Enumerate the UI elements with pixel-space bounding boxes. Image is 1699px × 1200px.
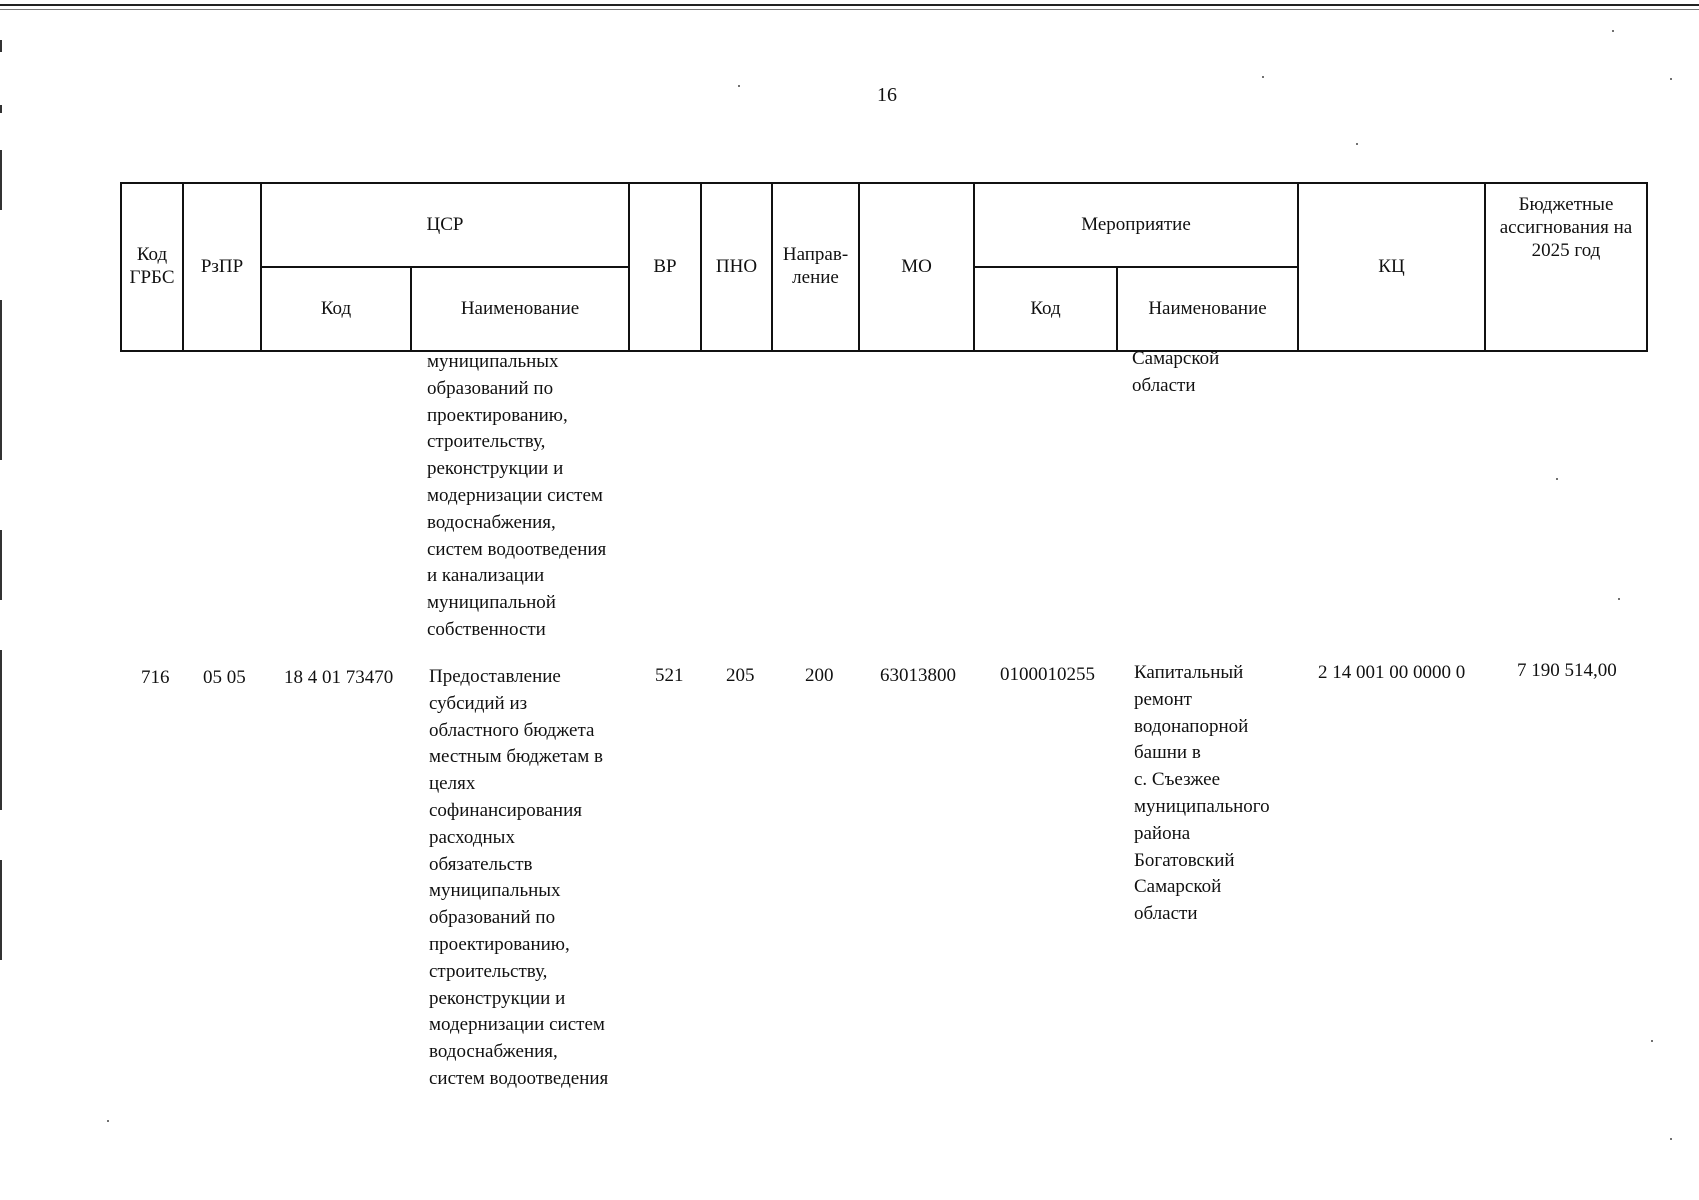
cell-budget: 7 190 514,00 bbox=[1517, 660, 1617, 681]
cont-csr-name: муниципальных образований по проектированию, строительству, реконструкции и модернизации систем водоснабжения, систем водоотведения и канализации муниципальной собственности bbox=[427, 351, 607, 640]
header-csr-kod: Код bbox=[261, 267, 411, 351]
header-rzpr: РзПР bbox=[183, 183, 261, 351]
cell-csr-kod: 18 4 01 73470 bbox=[284, 667, 394, 688]
header-meropriyatie: Мероприятие bbox=[974, 183, 1298, 267]
header-mo: МО bbox=[859, 183, 974, 351]
scan-speck bbox=[738, 85, 740, 87]
header-mer-name: Наименование bbox=[1117, 267, 1298, 351]
cont-mer-name: Самарской области bbox=[1132, 348, 1220, 396]
scan-speck bbox=[1651, 1040, 1653, 1042]
scan-speck bbox=[1356, 143, 1358, 145]
page-number: 16 bbox=[877, 84, 897, 106]
cell-mer-kod: 0100010255 bbox=[1000, 664, 1095, 685]
header-pno: ПНО bbox=[701, 183, 772, 351]
scan-edge-line bbox=[0, 9, 1699, 10]
cell-mer-name: Капитальный ремонт водонапорной башни в с. Съезжее муниципального района Богатовский Самарской области bbox=[1134, 662, 1270, 925]
scan-speck bbox=[1612, 30, 1614, 32]
scan-speck bbox=[1556, 478, 1558, 480]
cell-pno: 205 bbox=[726, 665, 755, 686]
header-kc: КЦ bbox=[1298, 183, 1485, 351]
cell-napravlenie: 200 bbox=[805, 665, 834, 686]
scan-edge-mark bbox=[0, 530, 2, 600]
scan-speck bbox=[107, 1120, 109, 1122]
header-budget: Бюджетные ассигнования на 2025 год bbox=[1485, 183, 1647, 351]
scan-speck bbox=[1670, 1138, 1672, 1140]
scan-edge-line bbox=[0, 4, 1699, 6]
scan-edge-mark bbox=[0, 105, 2, 113]
header-csr-name: Наименование bbox=[411, 267, 629, 351]
scan-edge-mark bbox=[0, 300, 2, 460]
table-header bbox=[120, 182, 1648, 352]
scan-edge-mark bbox=[0, 860, 2, 960]
cell-mo: 63013800 bbox=[880, 665, 956, 686]
header-csr: ЦСР bbox=[261, 183, 629, 267]
cell-vr: 521 bbox=[655, 665, 684, 686]
cell-kod-grbs: 716 bbox=[141, 667, 170, 688]
cell-rzpr: 05 05 bbox=[203, 667, 246, 688]
header-vr: ВР bbox=[629, 183, 701, 351]
header-kod-grbs: Код ГРБС bbox=[121, 183, 183, 351]
scan-speck bbox=[1262, 76, 1264, 78]
scan-speck bbox=[1618, 598, 1620, 600]
scan-edge-mark bbox=[0, 650, 2, 810]
scan-edge-mark bbox=[0, 40, 2, 52]
header-mer-kod: Код bbox=[974, 267, 1117, 351]
cell-csr-name: Предоставление субсидий из областного бюджета местным бюджетам в целях софинансирования расходных обязательств муниципальных образований по проектированию, строительству, реконструкции и модернизации систем водоснабжения, систем водоотведения bbox=[429, 666, 609, 1089]
header-napravlenie: Направ-ление bbox=[772, 183, 859, 351]
cell-kc: 2 14 001 00 0000 0 bbox=[1318, 662, 1466, 683]
scan-speck bbox=[1670, 78, 1672, 80]
scan-edge-mark bbox=[0, 150, 2, 210]
